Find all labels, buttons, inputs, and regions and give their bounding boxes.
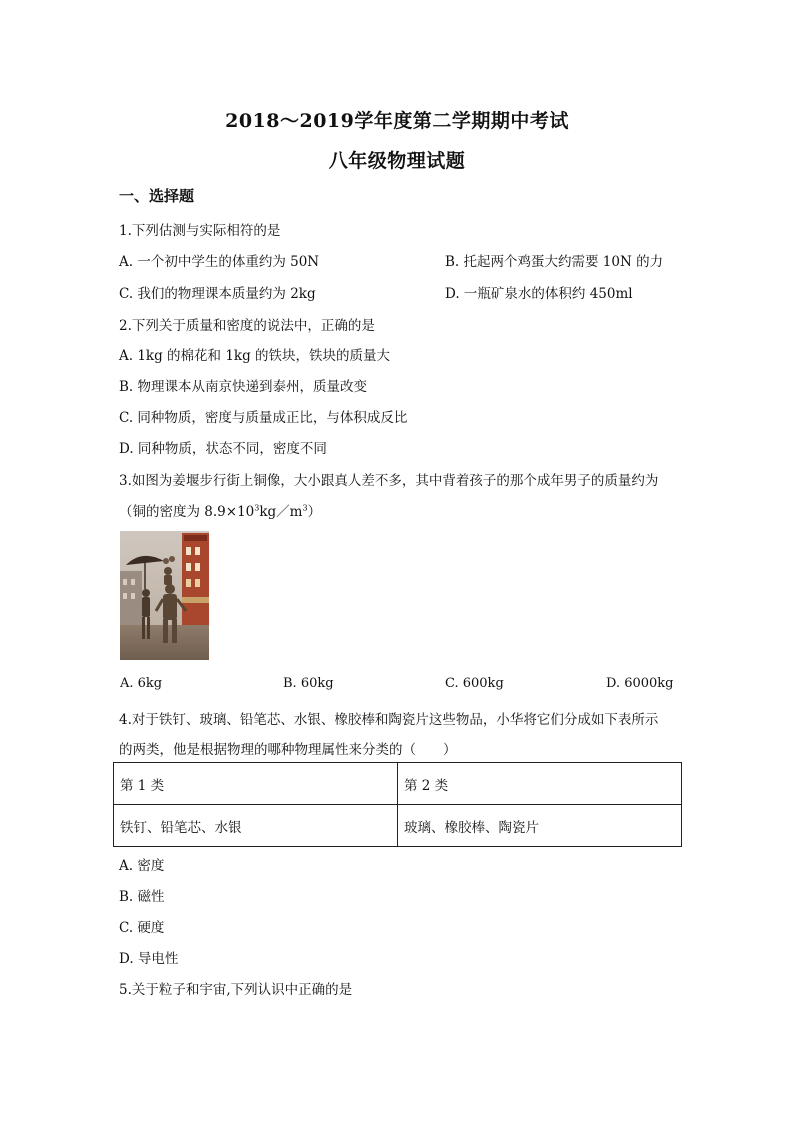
question-1-option-c: C. 我们的物理课本质量约为 2kg <box>119 286 316 302</box>
question-4-option-d: D. 导电性 <box>119 951 179 967</box>
question-1-stem: 1.下列估测与实际相符的是 <box>119 223 281 239</box>
question-2-option-a: A. 1kg 的棉花和 1kg 的铁块，铁块的质量大 <box>119 348 391 364</box>
question-1-option-a: A. 一个初中学生的体重约为 50N <box>119 254 320 270</box>
note-suffix: ） <box>307 504 322 520</box>
exam-title: 2018～2019学年度第二学期期中考试 <box>225 110 569 132</box>
classification-table <box>113 762 682 847</box>
note-unit: kg／m <box>259 504 303 520</box>
question-4-option-c: C. 硬度 <box>119 920 165 936</box>
question-4-stem-line-2: 的两类，他是根据物理的哪种物理属性来分类的（ ） <box>119 742 457 758</box>
question-2-stem: 2.下列关于质量和密度的说法中，正确的是 <box>119 318 375 334</box>
question-3-option-a: A. 6kg <box>120 676 163 691</box>
exam-subtitle: 八年级物理试题 <box>328 150 466 172</box>
question-5-stem: 5.关于粒子和宇宙,下列认识中正确的是 <box>119 982 353 998</box>
bronze-statue-photo <box>120 531 209 660</box>
question-1-option-b: B. 托起两个鸡蛋大约需要 10N 的力 <box>445 254 664 270</box>
table-row <box>114 805 682 847</box>
question-3-option-d: D. 6000kg <box>606 676 674 691</box>
question-3-note <box>119 500 321 520</box>
note-exponent-2: 3 <box>302 503 308 513</box>
section-heading: 一、选择题 <box>119 187 195 205</box>
question-2-option-b: B. 物理课本从南京快递到泰州，质量改变 <box>119 379 368 395</box>
note-prefix: （铜的密度为 8.9×10 <box>119 504 255 520</box>
question-4-option-a: A. 密度 <box>119 858 165 874</box>
question-2-option-d: D. 同种物质，状态不同，密度不同 <box>119 441 327 457</box>
table-header-cell: 第 1 类 <box>114 763 398 805</box>
table-cell: 铁钉、铅笔芯、水银 <box>114 805 398 847</box>
question-1-option-d: D. 一瓶矿泉水的体积约 450ml <box>445 286 633 302</box>
table-header-row <box>114 763 682 805</box>
question-3-stem: 3.如图为姜堰步行街上铜像，大小跟真人差不多，其中背着孩子的那个成年男子的质量约为 <box>119 473 659 489</box>
question-4-option-b: B. 磁性 <box>119 889 165 905</box>
question-2-option-c: C. 同种物质，密度与质量成正比，与体积成反比 <box>119 410 408 426</box>
table-header-cell: 第 2 类 <box>398 763 682 805</box>
question-3-option-c: C. 600kg <box>445 676 504 691</box>
note-exponent: 3 <box>254 503 260 513</box>
question-3-option-b: B. 60kg <box>283 676 334 691</box>
table-cell: 玻璃、橡胶棒、陶瓷片 <box>398 805 682 847</box>
question-4-stem-line-1: 4.对于铁钉、玻璃、铅笔芯、水银、橡胶棒和陶瓷片这些物品，小华将它们分成如下表所示 <box>119 712 659 728</box>
